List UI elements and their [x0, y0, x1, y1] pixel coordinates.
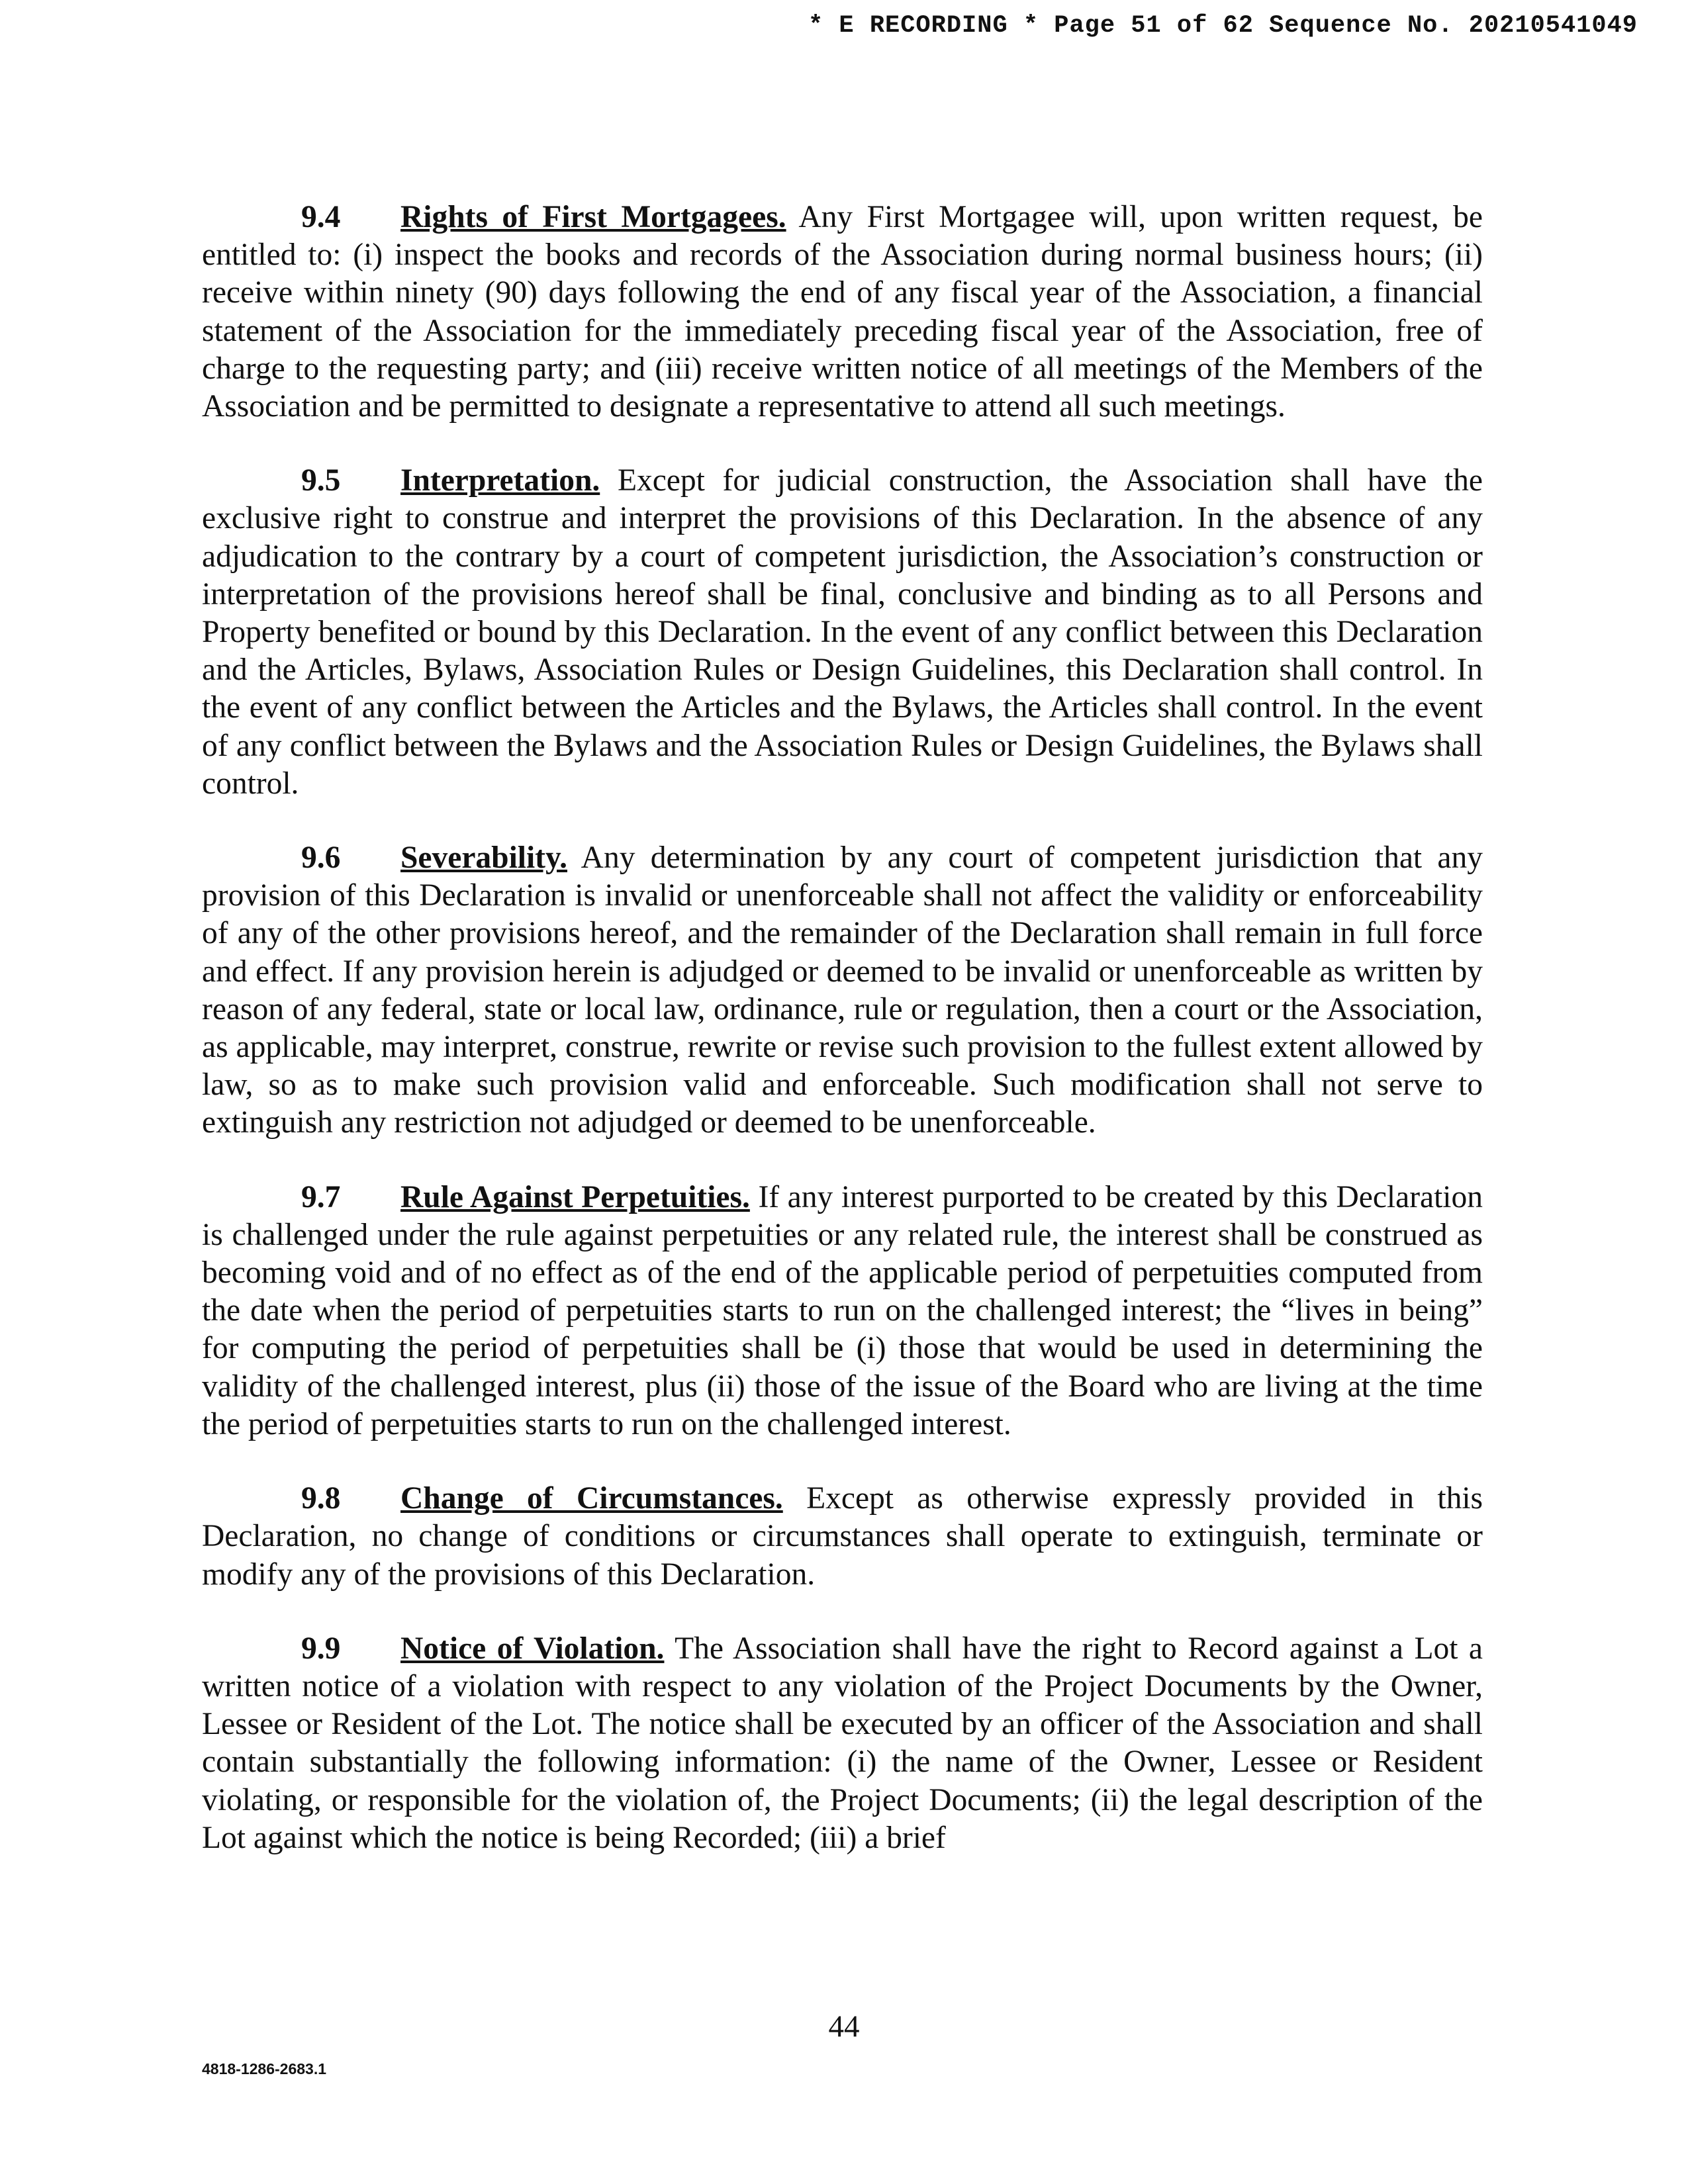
section-title: Notice of Violation. [400, 1631, 665, 1666]
section-body: Any determination by any court of competent jurisdiction that any provision of this Declaration is invalid or unenforceable shall not affect the validity or enforceability of any of the other provisions hereof, and the remainder of the Declaration shall remain in full force and effect. If any provision herein is adjudged or deemed to be invalid or unenforceable as written by reason of any federal, state or local law, ordinance, rule or regulation, then a court or the Association, as applicable, may interpret, construe, rewrite or revise such provision to the fullest extent allowed by law, so as to make such provision valid and enforceable. Such modification shall not serve to extinguish any restriction not adjudged or deemed to be unenforceable. [202, 841, 1483, 1140]
section-9-9 [202, 1630, 1483, 1857]
document-body [202, 199, 1483, 1893]
section-title: Severability. [400, 841, 567, 876]
section-number: 9.6 [301, 841, 341, 876]
section-body: If any interest purported to be created by this Declaration is challenged under the rule against perpetuities or any related rule, the interest shall be construed as becoming void and of no effect as of the end of the applicable period of perpetuities computed from the date when the period of perpetuities starts to run on the challenged interest; the “lives in being” for computing the period of perpetuities shall be (i) those that would be used in determining the validity of the challenged interest, plus (ii) those of the issue of the Board who are living at the time the period of perpetuities starts to run on the challenged interest. [202, 1179, 1483, 1441]
section-number: 9.7 [301, 1179, 341, 1214]
section-title: Rule Against Perpetuities. [400, 1179, 750, 1214]
section-body: Except for judicial construction, the Association shall have the exclusive right to construe and interpret the provisions of this Declaration. In the absence of any adjudication to the contrary by a court of competent jurisdiction, the Association’s construction or interpretation of the provisions hereof shall be final, conclusive and binding as to all Persons and Property benefited or bound by this Declaration. In the event of any conflict between this Declaration and the Articles, Bylaws, Association Rules or Design Guidelines, this Declaration shall control. In the event of any conflict between the Articles and the Bylaws, the Articles shall control. In the event of any conflict between the Bylaws and the Association Rules or Design Guidelines, the Bylaws shall control. [202, 463, 1483, 801]
recording-header: * E RECORDING * Page 51 of 62 Sequence No. 20210541049 [808, 12, 1638, 40]
document-id: 4818-1286-2683.1 [202, 2060, 326, 2077]
section-number: 9.9 [301, 1631, 341, 1666]
section-title: Change of Circumstances. [400, 1481, 783, 1516]
section-number: 9.4 [301, 200, 341, 234]
section-number: 9.8 [301, 1481, 341, 1516]
section-body: Any First Mortgagee will, upon written request, be entitled to: (i) inspect the books and records of the Association during normal business hours; (ii) receive within ninety (90) days following the end of any fiscal year of the Association, a financial statement of the Association for the immediately preceding fiscal year of the Association, free of charge to the requesting party; and (iii) receive written notice of all meetings of the Members of the Association and be permitted to designate a representative to attend all such meetings. [202, 200, 1483, 424]
section-9-6 [202, 839, 1483, 1142]
page-number: 44 [828, 2009, 860, 2044]
section-body: The Association shall have the right to Record against a Lot a written notice of a violation with respect to any violation of the Project Documents by the Owner, Lessee or Resident of the Lot. The notice shall be executed by an officer of the Association and shall contain substantially the following information: (i) the name of the Owner, Lessee or Resident violating, or responsible for the violation of, the Project Documents; (ii) the legal description of the Lot against which the notice is being Recorded; (iii) a brief [202, 1631, 1483, 1855]
section-title: Rights of First Mortgagees. [400, 200, 786, 234]
section-9-8 [202, 1480, 1483, 1594]
section-number: 9.5 [301, 463, 341, 498]
section-body: Except as otherwise expressly provided in this Declaration, no change of conditions or circumstances shall operate to extinguish, terminate or modify any of the provisions of this Declaration. [202, 1481, 1483, 1592]
section-9-4 [202, 199, 1483, 426]
section-9-5 [202, 462, 1483, 803]
section-title: Interpretation. [400, 463, 600, 498]
section-9-7 [202, 1179, 1483, 1443]
